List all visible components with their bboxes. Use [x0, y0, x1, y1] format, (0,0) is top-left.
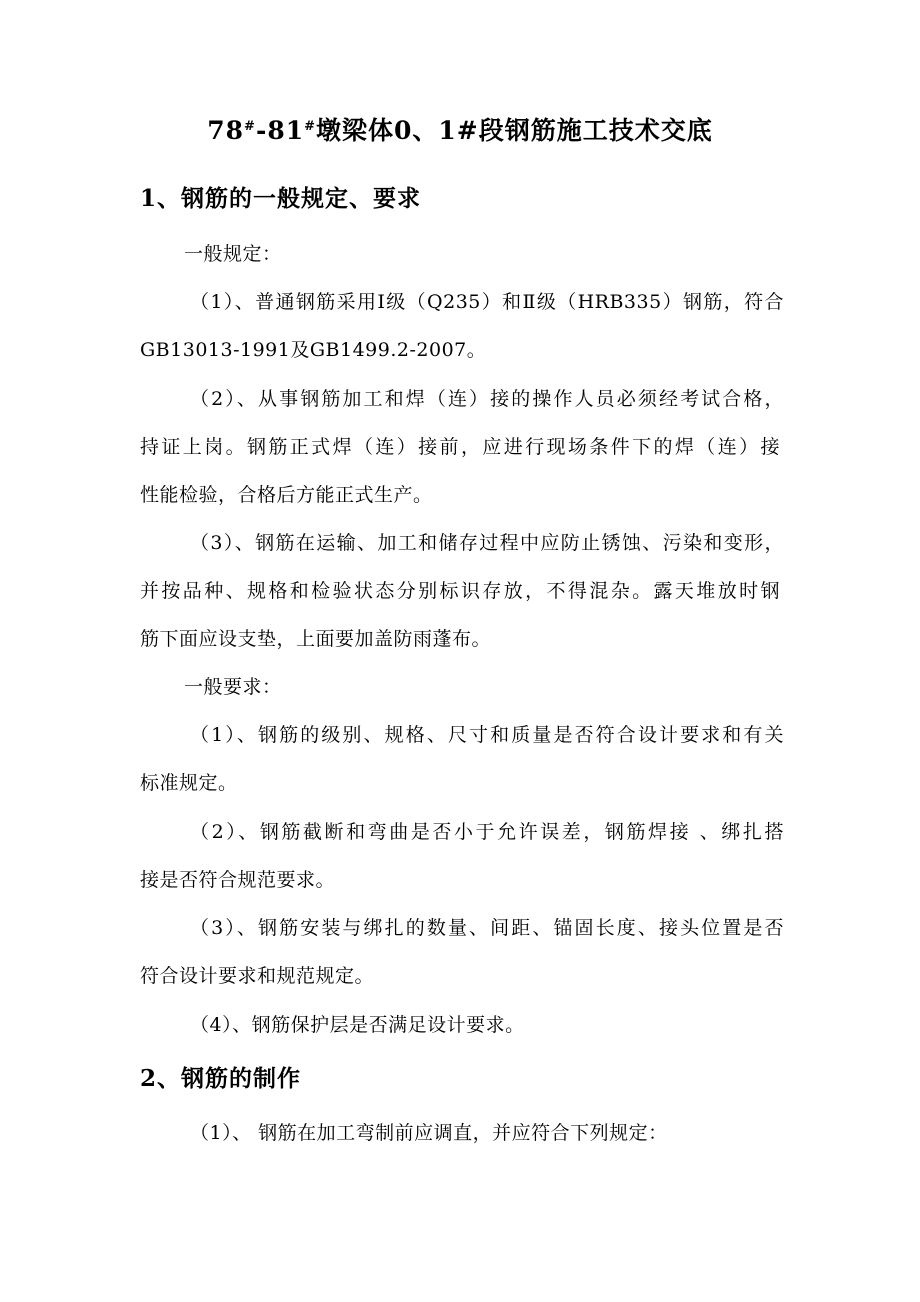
rule-3-line-1: （3）、钢筋在运输、加工和储存过程中应防止锈蚀、污染和变形， [190, 532, 784, 554]
section-2-heading: 2、钢筋的制作 [140, 1065, 302, 1092]
requirement-2-line-2: 接是否符合规范要求。 [140, 869, 336, 891]
rule-2-line-1: （2）、从事钢筋加工和焊（连）接的操作人员必须经考试合格， [190, 388, 784, 410]
rule-3-line-2: 并按品种、规格和检验状态分别标识存放，不得混杂。露天堆放时钢 [140, 580, 780, 602]
requirement-3-line-1: （3）、钢筋安装与绑扎的数量、间距、锚固长度、接头位置是否 [190, 917, 784, 939]
rule-1-line-1: （1）、普通钢筋采用Ⅰ级（Q235）和Ⅱ级（HRB335）钢筋，符合 [190, 291, 784, 313]
general-rules-label: 一般规定： [184, 243, 282, 265]
requirement-1-line-2: 标准规定。 [140, 772, 238, 794]
requirement-2-line-1: （2）、钢筋截断和弯曲是否小于允许误差，钢筋焊接 、绑扎搭 [190, 821, 784, 843]
section-2-item-1: （1）、 钢筋在加工弯制前应调直，并应符合下列规定： [190, 1122, 668, 1144]
rule-2-line-3: 性能检验，合格后方能正式生产。 [140, 484, 433, 506]
general-requirements-label: 一般要求： [184, 676, 282, 698]
requirement-4-line-1: （4）、钢筋保护层是否满足设计要求。 [190, 1014, 525, 1036]
rule-1-line-2: GB13013-1991及GB1499.2-2007。 [140, 339, 487, 361]
rule-3-line-3: 筋下面应设支垫，上面要加盖防雨蓬布。 [140, 628, 492, 650]
requirement-3-line-2: 符合设计要求和规范规定。 [140, 965, 375, 987]
section-1-heading: 1、钢筋的一般规定、要求 [140, 185, 422, 212]
rule-2-line-2: 持证上岗。钢筋正式焊（连）接前，应进行现场条件下的焊（连）接 [140, 436, 780, 458]
document-title: 78#-81#墩梁体0、1#段钢筋施工技术交底 [207, 116, 713, 145]
requirement-1-line-1: （1）、钢筋的级别、规格、尺寸和质量是否符合设计要求和有关 [190, 724, 784, 746]
